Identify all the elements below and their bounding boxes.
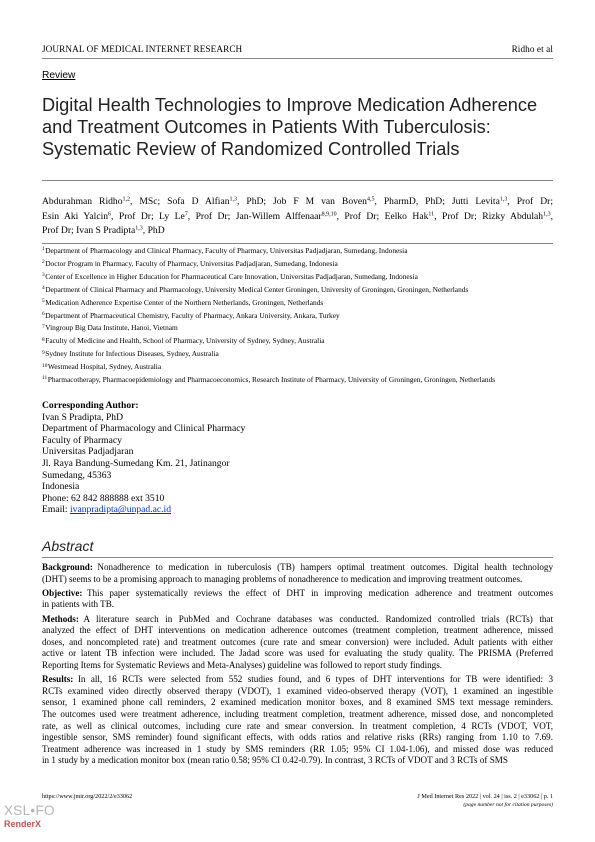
abstract-line: active or latent TB infection were included. The Jadad score was used for evaluating the study quality. The PRISMA (Preferred [42,648,553,659]
author-line: Abdurahman Ridho$^{1,2}$, MSc; Sofa D Alfian$^{1,3}$, PhD; Job F M van Boven$^{4,5}$, PharmD, PhD; Jutti Levita$^{1,3}$, Prof Dr; [42,196,553,207]
affiliation-item [42,375,495,384]
abstract-line: The outcomes used were treatment adherence, including treatment completion, treatment adherence, missed dose, and noncompleted [42,708,553,719]
corresponding-line: Phone: 62 842 888888 ext 3510 [42,492,165,504]
affiliation-number: 7 [42,323,45,330]
affiliation-text: Department of Pharmacology and Clinical Pharmacy, Faculty of Pharmacy, Universitas Padjadjaran, Sumedang, Indonesia [45,246,408,255]
corresponding-line: Ivan S Pradipta, PhD [42,411,124,423]
affiliation-text: Department of Clinical Pharmacy and Pharmacology, University Medical Center Groningen, University of Groningen, Groningen, Netherlands [45,284,469,294]
abstract-heading: Abstract [42,538,94,554]
affiliation-ref: 7 [184,211,188,218]
email-link[interactable]: ivanpradipta@unpad.ac.id [69,504,171,516]
affiliation-ref: 1,3 [499,196,508,203]
affiliation-number: 9 [42,349,45,356]
abstract-line: ingestible sensor, SMS reminder) found significant effects, with odds ratios and relative risks (RRs) ranging from 1.10 to 7.69. [42,732,553,743]
abstract-line: Background: Nonadherence to medication in tuberculosis (TB) hampers optimal treatment outcomes. Digital health technology [42,562,553,572]
abstract-paragraph [42,562,553,585]
corresponding-line: Jl. Raya Bandung-Sumedang Km. 21, Jatinangor [42,457,230,469]
affiliation-number: 3 [42,272,45,279]
corresponding-heading: Corresponding Author: [42,400,139,411]
affiliation-number: 4 [42,285,45,292]
abstract-line: analyzed the effect of DHT interventions on medication adherence outcomes (treatment completion, treatment adherence, missed [42,625,553,636]
running-authors: Ridho et al [511,44,553,54]
affiliation-item [42,336,325,345]
affiliation-text: Vingroup Big Data Institute, Hanoi, Vietnam [45,323,178,333]
authors-divider [42,243,553,244]
footer-url[interactable]: https://www.jmir.org/2022/2/e33062 [42,793,133,800]
abstract-line: Results: In all, 16 RCTs were selected from 552 studies found, and 6 types of DHT interventions for TB were identified: 3 [42,674,553,685]
affiliation-number: 8 [42,336,45,343]
running-header [42,44,553,54]
email-line [42,504,245,516]
affiliation-item [42,298,323,307]
author-line: Prof Dr; Ivan S Pradipta$^{1,3}$, PhD [42,225,165,237]
abstract-line: Methods: A literature search in PubMed and Cochrane databases was conducted. Randomized controlled trials (RCTs) that [42,613,553,624]
affiliation-text: Sydney Institute for Infectious Diseases, Sydney, Australia [45,349,219,359]
title-line: and Treatment Outcomes in Patients With Tuberculosis: [42,117,491,137]
affiliation-ref: 1,3 [543,211,551,218]
affiliation-ref: 1,3 [229,196,238,203]
affiliation-text: Faculty of Medicine and Health, School of Pharmacy, University of Sydney, Sydney, Australia [45,336,325,346]
title-line: Systematic Review of Randomized Controlled Trials [42,139,460,159]
affiliation-ref: 1,3 [135,225,143,232]
abstract-line: Treatment adherence was increased in 1 study by SMS reminders (RR 1.05; 95% CI 1.04-1.06), and missed dose was reduced [42,743,553,754]
abstract-paragraph [42,614,553,672]
abstract-label: Objective: [42,587,83,598]
affiliation-item [42,246,408,255]
affiliation-text: Pharmacotherapy, Pharmacoepidemiology and Pharmacoeconomics, Research Institute of Pharmacy, University of Groningen, Groningen, Netherlands [47,375,496,384]
affiliation-ref: 1,2 [122,196,130,203]
affiliation-number: 10 [42,362,48,369]
section-label: Review [42,70,76,81]
abstract-line: in patients with TB. [42,599,115,610]
affiliation-text: Doctor Program in Pharmacy, Faculty of Pharmacy, Universitas Padjadjaran, Sumedang, Indonesia [45,258,338,268]
abstract-line: RCTs examined video directly observed therapy (VDOT), 1 examined video-observed therapy (VOT), 1 examined an ingestible [42,685,553,696]
affiliation-number: 6 [42,310,45,317]
affiliation-text: Medication Adherence Expertise Center of the Northern Netherlands, Groningen, Netherlands [45,297,324,307]
author-line: Esin Aki Yalcin$^6$, Prof Dr; Ly Le$^7$, Prof Dr; Jan-Willem Alffenaar$^{8,9,10}$, Prof Dr; Eelko Hak$^{11}$, Prof Dr; Rizky Abdulah$^{1,3}$, [42,210,553,222]
email-label: Email: [42,504,70,516]
journal-name: JOURNAL OF MEDICAL INTERNET RESEARCH [42,44,243,54]
abstract-line: Objective: This paper systematically reviews the effect of DHT in improving medication adherence and treatment outcomes [42,587,553,598]
abstract-line: rate, as well as clinical outcomes, including cure rate and smear conversion. In treatment completion, 4 RCTs (VDOT, VOT, [42,720,553,731]
affiliation-item [42,362,161,371]
corresponding-line: Department of Pharmacology and Clinical Pharmacy [42,423,246,435]
affiliation-number: 1 [42,246,45,253]
affiliation-number: 2 [42,259,45,266]
article-page [42,0,553,842]
author-list [42,195,553,239]
abstract-line: sensor, 1 examined phone call reminders, 2 examined medication monitor boxes, and 8 examined SMS text message reminders. [42,697,553,708]
affiliation-item [42,349,219,358]
affiliation-text: Department of Pharmaceutical Chemistry, Faculty of Pharmacy, Ankara University, Ankara, Turkey [45,310,340,320]
abstract-label: Results: [42,674,74,685]
abstract-label: Methods: [42,613,79,624]
abstract-line: in 1 study by a medication monitor box (mean ratio 0.58; 95% CI 0.42-0.79). In contrast, 3 RCTs of VDOT and 3 RCTs of SMS [42,755,508,766]
corresponding-line: Sumedang, 45363 [42,469,112,481]
footer-note: (page number not for citation purposes) [463,802,553,808]
affiliation-item [42,272,418,281]
affiliation-ref: 6 [108,211,112,218]
abstract-line: Reporting Items for Systematic Reviews and Meta-Analyses) guideline was followed to report study findings. [42,659,443,670]
affiliation-item [42,323,178,332]
corresponding-line: Universitas Padjadjaran [42,446,134,458]
affiliation-item [42,311,340,320]
abstract-paragraph [42,674,553,767]
affiliation-ref: 8,9,10 [321,211,337,218]
abstract-body [42,562,553,769]
abstract-paragraph [42,588,553,611]
affiliation-ref: 4,5 [366,196,375,203]
corresponding-line: Indonesia [42,481,80,493]
affiliation-text: Westmead Hospital, Sydney, Australia [47,362,162,372]
abstract-line: (DHT) seems to be a promising approach to managing problems of nonadherence to medication and improving treatment outcomes. [42,573,523,584]
abstract-line: doses, and noncompleted rate) and treatment outcomes (cure rate and smear conversion) were included. Adult patients with either [42,636,553,647]
affiliation-text: Center of Excellence in Higher Education for Pharmaceutical Care Innovation, Universitas Padjadjaran, Sumedang, Indonesia [45,271,418,281]
corresponding-line: Faculty of Pharmacy [42,434,122,446]
footer-citation: J Med Internet Res 2022 | vol. 24 | iss. 2 | e33062 | p. 1 [417,793,553,800]
affiliation-ref: 11 [428,211,435,218]
footer-citation-block [417,792,553,810]
xslfo-renderx-logo [4,803,56,839]
logo-top-text: XSL•FO [4,803,55,818]
affiliation-item [42,259,338,268]
article-title [42,94,553,160]
corresponding-author [42,400,245,516]
abstract-divider [42,557,553,558]
title-divider [42,180,553,181]
header-divider [42,58,553,59]
title-line: Digital Health Technologies to Improve Medication Adherence [42,95,538,115]
affiliation-number: 5 [42,298,45,304]
affiliation-number: 11 [42,375,48,382]
affiliation-item [42,285,468,294]
logo-bottom-text: RenderX [4,819,42,829]
abstract-label: Background: [42,562,93,572]
